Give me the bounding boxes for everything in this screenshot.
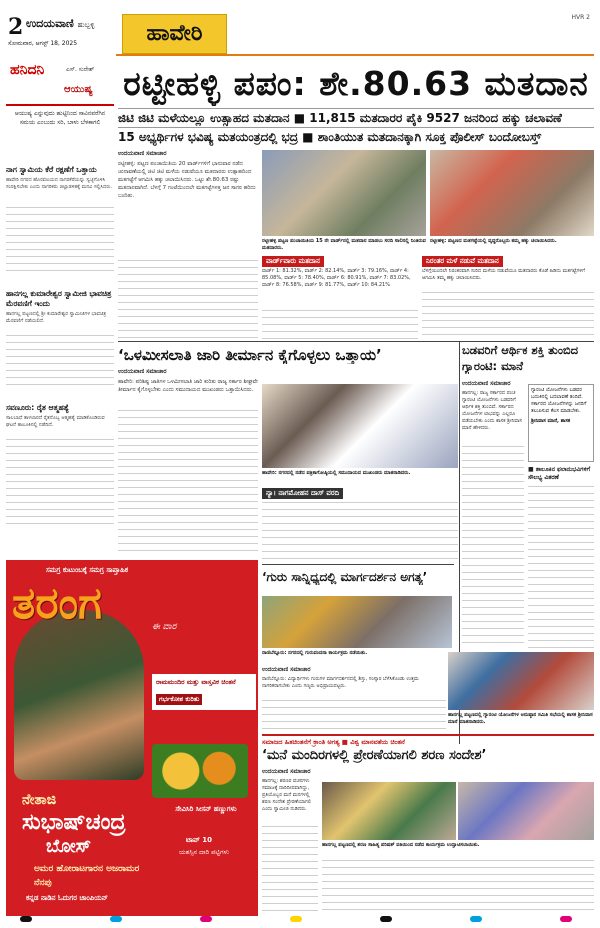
ad-feature-tag: ಗರ್ಭಕೋಶ ಕುರಿತು xyxy=(156,694,202,705)
ad-brand-sub: ಈ ವಾರ xyxy=(152,622,177,632)
registration-mark xyxy=(470,916,482,922)
sidebar-story-body: ಹಾನಗಲ್ಲ ಪಟ್ಟಣದಲ್ಲಿ ಶ್ರೀ ಕುಮಾರೇಶ್ವರ ಸ್ವಾಮೀಜಿಗಳ ಭಾವಚಿತ್ರ ಮೆರವಣಿಗೆ ನಡೆಯಲಿದೆ. xyxy=(6,311,107,324)
story2-photo-press-meet xyxy=(262,384,458,468)
lead-byline: ಉದಯವಾಣಿ ಸಮಾಚಾರ xyxy=(118,150,167,157)
text-column-filler xyxy=(462,444,524,648)
story2-photo-caption: ಹಾವೇರಿ: ನಗರದಲ್ಲಿ ನಡೆದ ಪತ್ರಿಕಾಗೋಷ್ಠಿಯಲ್ಲಿ ಸಮುದಾಯದ ಮುಖಂಡರು ಮಾತನಾಡಿದರು. xyxy=(262,470,411,476)
story4-byline: ಉದಯವಾಣಿ ಸಮಾಚಾರ xyxy=(262,666,311,673)
text-column-filler xyxy=(528,484,594,648)
lead-headline: ರಟ್ಟೀಹಳ್ಳಿ ಪಪಂ: ಶೇ.80.63 ಮತದಾನ xyxy=(123,64,589,103)
sidebar-story-body: ಸಾಲಬಾಧೆ ತಾಳಲಾರದೆ ರೈತನೊಬ್ಬ ಆತ್ಮಹತ್ಯೆ ಮಾಡಿಕೊಂಡಿರುವ ಘಟನೆ ತಾಲೂಕಿನಲ್ಲಿ ನಡೆದಿದೆ. xyxy=(6,415,105,428)
ad-name-line1: ನೇತಾಜಿ xyxy=(22,792,57,808)
lead-deck-line: 15 ಅಭ್ಯರ್ಥಿಗಳ ಭವಿಷ್ಯ ಮತಯಂತ್ರದಲ್ಲಿ ಭದ್ರ ■ ಶಾಂತಿಯುತ ಮತದಾನಕ್ಕಾಗಿ ಸೂಕ್ತ ಪೊಲೀಸ್ ಬಂದೋಬಸ್ತ್ xyxy=(118,127,594,146)
story3-photo-meeting xyxy=(448,652,594,710)
text-column-filler xyxy=(262,698,446,734)
ad-top10: ಟಾಪ್ 10 xyxy=(186,836,212,844)
story2-byline: ಉದಯವಾಣಿ ಸಮಾಚಾರ xyxy=(118,368,167,375)
sidebar-story xyxy=(6,289,114,397)
sidebar-story-title: ನಾಗ ಸ್ವಾಮಿಯ ಕೆರೆ ರಕ್ಷಣೆಗೆ ಒತ್ತಾಯ xyxy=(6,165,97,174)
story2-box-title: ನ್ಯಾ। ನಾಗಮೋಹನ ದಾಸ್ ವರದಿ xyxy=(262,488,343,499)
story3-quote-name: ಶ್ರೀನಿವಾಸ ಮಾನೆ, ಶಾಸಕ xyxy=(531,418,571,424)
lead-photo-polling-booth xyxy=(430,150,594,236)
text-column-filler xyxy=(262,500,458,560)
lead-deck-line: ಜಿಟಿ ಜಿಟಿ ಮಳೆಯಲ್ಲೂ ಉತ್ಸಾಹದ ಮತದಾನ ■ 11,815 ಮತದಾರರ ಪೈಕಿ 9527 ಜನರಿಂದ ಹಕ್ಕು ಚಲಾವಣೆ xyxy=(118,108,594,127)
story5-photo-stage xyxy=(322,782,456,840)
story3-photo-caption: ಹಾನಗಲ್ಲ ಪಟ್ಟಣದಲ್ಲಿ ಗ್ಯಾರಂಟಿ ಯೋಜನೆಗಳ ಅನುಷ್ಠಾನ ಸಮಿತಿ ಸಭೆಯಲ್ಲಿ ಶಾಸಕ ಶ್ರೀನಿವಾಸ ಮಾನೆ ಮಾತನಾಡಿದರು. xyxy=(448,712,593,725)
section-rule xyxy=(262,734,594,736)
ad-feature-line: ರಾಮಮಂದಿರ ಮತ್ತು ವಾಸ್ತವಿಕ ಚಿಂತನೆ xyxy=(156,678,236,686)
registration-mark xyxy=(110,916,122,922)
story5-headline: ‘ಮನೆ ಮಂದಿರಗಳಲ್ಲಿ ಪ್ರೇರಣೆಯಾಗಲಿ ಶರಣ ಸಂದೇಶ’ xyxy=(262,748,487,763)
story2-body: ಹಾವೇರಿ: ಪರಿಶಿಷ್ಟ ಜಾತಿಗಳ ಒಳಮೀಸಲಾತಿ ಜಾರಿ ಕುರಿತು ರಾಜ್ಯ ಸರ್ಕಾರ ಶೀಘ್ರವೇ ತೀರ್ಮಾನ ಕೈಗೊಳ್ಳಬೇಕು ಎಂದು ಸಮುದಾಯದ ಮುಖಂಡರು ಒತ್ತಾಯಿಸಿದರು. xyxy=(118,379,258,393)
district-banner xyxy=(122,14,227,54)
ad-fruit-image xyxy=(152,744,248,798)
sidebar-story xyxy=(6,165,114,283)
ad-fruit-caption: ಸೇವಿಸಿರಿ ಸೀಸನ್ ಹಣ್ಣುಗಳು xyxy=(175,805,237,813)
lead-deck xyxy=(118,108,594,146)
story3-quote-box xyxy=(528,384,594,462)
text-column-filler xyxy=(118,408,258,556)
lead-photo-caption: ರಟ್ಟೀಹಳ್ಳಿ: ಪಟ್ಟಣದ ಮತಗಟ್ಟೆಯಲ್ಲಿ ವೃದ್ಧರೊಬ್ಬರು ತಮ್ಮ ಹಕ್ಕು ಚಲಾಯಿಸಿದರು. xyxy=(430,238,557,244)
rain-voting-body: ಬೆಳಗ್ಗೆಯಿಂದಲೇ ನಿರಂತರವಾಗಿ ಸುರಿದ ಮಳೆಯ ನಡುವೆಯೂ ಮತದಾರರು ಕೊಡೆ ಹಿಡಿದು ಮತಗಟ್ಟೆಗಳಿಗೆ ಆಗಮಿಸಿ ತಮ್ಮ ಹಕ್ಕು ಚಲಾಯಿಸಿದರು. xyxy=(422,268,585,281)
ad-top10-sub: ಯಶಸ್ಸಿನ ದಾರಿ ಪಟ್ಟಿಗಳು xyxy=(178,848,230,856)
date-line: ಸೋಮವಾರ, ಆಗಸ್ಟ್ 18, 2025 xyxy=(8,40,78,47)
rain-voting-box-title: ನಿರಂತರ ಮಳೆ ನಡುವೆ ಮತದಾನ xyxy=(422,256,503,267)
column-quote: ಆಯುಷ್ಯ ಎನ್ನುವುದು ಹುಟ್ಟಿನಿಂದ ಸಾವಿನವರೆಗಿನ ಸಮಯ ಎಂಬುದು ಸರಿ, ಬಾಳು ಬೆಳಕಾಗಲಿ xyxy=(14,110,106,126)
story5-photo-audience xyxy=(458,782,594,840)
page-number: 2 xyxy=(8,14,24,40)
lead-photo-voters xyxy=(262,150,426,236)
ad-portrait-image xyxy=(14,610,144,780)
ad-footer: ಕನ್ನಡ ನಾಡಿನ ಓದುಗರ ಚಾಂಪಿಯನ್ xyxy=(26,894,108,902)
story5-byline: ಉದಯವಾಣಿ ಸಮಾಚಾರ xyxy=(262,768,311,775)
lead-photo-caption: ರಟ್ಟೀಹಳ್ಳಿ ಪಟ್ಟಣ ಪಂಚಾಯಿತಿಯ 15 ನೇ ವಾರ್ಡ್‌ನಲ್ಲಿ ಮತದಾನ ಮಾಡಲು ಸರದಿ ಸಾಲಿನಲ್ಲಿ ನಿಂತಿರುವ ಮತದಾರರು. xyxy=(262,238,426,251)
paper-name xyxy=(26,17,95,31)
registration-mark xyxy=(20,916,32,922)
story2-headline: ‘ಒಳಮೀಸಲಾತಿ ಜಾರಿ ತೀರ್ಮಾನ ಕೈಗೊಳ್ಳಲು ಒತ್ತಾಯ’ xyxy=(118,346,382,364)
text-column-filler xyxy=(118,258,258,340)
story4-photo-caption: ರಾಣಿಬೆನ್ನೂರು: ನಗರದಲ್ಲಿ ಗುರುವಂದನಾ ಕಾರ್ಯಕ್ರಮ ನಡೆಯಿತು. xyxy=(262,650,368,656)
text-column-filler xyxy=(322,858,594,914)
story4-photo-felicitation xyxy=(262,596,452,648)
story3-headline: ಬಡವರಿಗೆ ಆರ್ಥಿಕ ಶಕ್ತಿ ತುಂಬಿದ ಗ್ಯಾರಂಟಿ: ಮಾನೆ xyxy=(462,343,579,373)
text-column-filler xyxy=(262,824,318,914)
paper-name-main: ಉದಯವಾಣಿ xyxy=(26,17,74,30)
text-column-filler xyxy=(6,333,114,391)
ad-name-line3: ಬೋಸ್ xyxy=(46,836,92,857)
story3-byline: ಉದಯವಾಣಿ ಸಮಾಚಾರ xyxy=(462,380,511,387)
ward-turnout-body: ವಾರ್ಡ್ 1: 81.32%, ವಾರ್ಡ್ 2: 82.14%, ವಾರ್ಡ್ 3: 79.16%, ವಾರ್ಡ್ 4: 85.08%, ವಾರ್ಡ್ 5: 78.40%, ವಾರ್ಡ್ 6: 80.91%, ವಾರ್ಡ್ 7: 83.02%, ವಾರ್ಡ್ 8: 76.58%, ವಾರ್ಡ್ 9: 81.77%, ವಾರ್ಡ್ 10: 84.21% xyxy=(262,268,411,288)
registration-mark xyxy=(380,916,392,922)
sidebar-story-body: ಹಾವೇರಿ ನಗರದ ಹೊರವಲಯದ ನಾಗರಕೆರೆಯನ್ನು ಸ್ವಚ್ಛಗೊಳಿಸಿ ಸಂರಕ್ಷಿಸಬೇಕು ಎಂದು ನಾಗರಿಕರು ಜಿಲ್ಲಾಡಳಿತಕ್ಕೆ ಮನವಿ ಸಲ್ಲಿಸಿದರು. xyxy=(6,177,113,190)
text-column-filler xyxy=(6,205,114,273)
story5-photo-caption: ಹಾನಗಲ್ಲ ಪಟ್ಟಣದಲ್ಲಿ ಶರಣ ಸಾಹಿತ್ಯ ಪರಿಷತ್ ವತಿಯಿಂದ ನಡೆದ ಕಾರ್ಯಕ್ರಮ ಉದ್ಘಾಟಿಸಲಾಯಿತು. xyxy=(322,842,480,848)
text-column-filler xyxy=(262,308,418,340)
registration-mark xyxy=(200,916,212,922)
story5-label: ಸಮಾಜದ ಹಿತಚಿಂತನೆಗೆ ಕ್ರಾಂತಿ ಅಗತ್ಯ ■ ವಿಶ್ವ ಮಾನವತೆಯ ಚಿಂತನೆ xyxy=(262,738,405,746)
masthead-rule xyxy=(116,54,594,56)
story3-quote: ಗ್ಯಾರಂಟಿ ಯೋಜನೆಗಳು ಬಡವರ ಬದುಕಿನಲ್ಲಿ ಬದಲಾವಣೆ ತಂದಿವೆ. ಸರ್ಕಾರದ ಯೋಜನೆಗಳನ್ನು ಜನರಿಗೆ ತಲುಪಿಸುವ ಕೆಲಸ ಮಾಡಬೇಕು. xyxy=(531,387,587,414)
sidebar-story xyxy=(6,403,114,533)
sidebar-story-title: ಸವಣೂರು: ರೈತ ಆತ್ಮಹತ್ಯೆ xyxy=(6,403,69,412)
ad-tagline: ಅಮರ ಹೋರಾಟಗಾರನ ಅಜರಾಮರ ನೆನಪು xyxy=(34,864,140,888)
story4-headline: ‘ಗುರು ಸಾನ್ನಿಧ್ಯದಲ್ಲಿ ಮಾರ್ಗದರ್ಶನ ಅಗತ್ಯ’ xyxy=(262,570,428,584)
sidebar-story-title: ಹಾನಗಲ್ಲ ಕುಮಾರೇಶ್ವರ ಸ್ವಾಮೀಜಿ ಭಾವಚಿತ್ರ ಮೆರವಣಿಗೆ ಇಂದು xyxy=(6,289,112,308)
masthead xyxy=(6,14,594,54)
column-author: ಎಸ್. ಸುರೇಶ್ xyxy=(66,66,95,73)
district-name: ಹಾವೇರಿ xyxy=(146,21,203,46)
hanidani-logo: ಹನಿದನಿ xyxy=(10,62,45,78)
ad-brand: ತರಂಗ xyxy=(12,578,102,629)
story5-body: ಹಾನಗಲ್ಲ: ಶರಣರ ವಚನಗಳು ಸಮಾಜಕ್ಕೆ ದಾರಿದೀಪವಾಗಿದ್ದು, ಪ್ರತಿಯೊಬ್ಬರ ಮನೆ ಮನಗಳಲ್ಲಿ ಶರಣ ಸಂದೇಶ ಪ್ರೇರಣೆಯಾಗಲಿ ಎಂದು ಸ್ವಾಮೀಜಿ ನುಡಿದರು. xyxy=(262,778,311,812)
hanidani-column-head xyxy=(6,60,114,106)
story4-body: ರಾಣಿಬೆನ್ನೂರು: ವಿದ್ಯಾರ್ಥಿಗಳು ಗುರುಗಳ ಮಾರ್ಗದರ್ಶನದಲ್ಲಿ ಶಿಸ್ತು, ಸಂಸ್ಕಾರ ಬೆಳೆಸಿಕೊಂಡು ಉತ್ತಮ ನಾಗರಿಕರಾಗಬೇಕು ಎಂದು ಗಣ್ಯರು ಅಭಿಪ್ರಾಯಪಟ್ಟರು. xyxy=(262,676,419,689)
ward-turnout-box-title: ವಾರ್ಡ್‌ವಾರು ಮತದಾನ xyxy=(262,256,324,267)
ad-name-line2: ಸುಭಾಷ್‌ಚಂದ್ರ xyxy=(22,810,126,835)
ad-feature-panel xyxy=(152,674,256,710)
text-column-filler xyxy=(6,437,114,527)
taranga-advertisement xyxy=(6,560,258,916)
lead-body: ರಟ್ಟೀಹಳ್ಳಿ: ಪಟ್ಟಣ ಪಂಚಾಯಿತಿಯ 20 ವಾರ್ಡ್‌ಗಳಿಗೆ ಭಾನುವಾರ ನಡೆದ ಚುನಾವಣೆಯಲ್ಲಿ ಜಿಟಿ ಜಿಟಿ ಮಳೆಯ ನಡುವೆಯೂ ಮತದಾರರು ಉತ್ಸಾಹದಿಂದ ಮತಗಟ್ಟೆಗೆ ಆಗಮಿಸಿ ಹಕ್ಕು ಚಲಾಯಿಸಿದರು. ಒಟ್ಟು ಶೇ.80.63 ರಷ್ಟು ಮತದಾನವಾಗಿದೆ. ಬೆಳಗ್ಗೆ 7 ಗಂಟೆಯಿಂದಲೇ ಮತಗಟ್ಟೆಗಳತ್ತ ಜನ ಸಾಗರ ಹರಿದು ಬಂದಿತು. xyxy=(118,161,256,199)
column-kicker: ಆಯುಷ್ಯ xyxy=(64,84,93,95)
paper-name-suffix: ಹುಬ್ಬಳ್ಳಿ xyxy=(77,21,95,29)
edition-tag: HVR 2 xyxy=(571,14,590,21)
ad-top-line: ಸಮಗ್ರ ಕುಟುಂಬಕ್ಕೆ ಸಮಗ್ರ ಸಾಪ್ತಾಹಿಕ xyxy=(46,566,129,574)
section-rule xyxy=(262,564,454,565)
registration-mark xyxy=(560,916,572,922)
sidebar xyxy=(6,60,114,556)
story3-subhead: ■ ತಾಲೂಕಿನ ಫಲಾನುಭವಿಗಳಿಗೆ ಸೌಲಭ್ಯ ವಿತರಣೆ xyxy=(528,466,591,481)
story3-body: ಹಾನಗಲ್ಲ: ರಾಜ್ಯ ಸರ್ಕಾರದ ಪಂಚ ಗ್ಯಾರಂಟಿ ಯೋಜನೆಗಳು ಬಡವರಿಗೆ ಆರ್ಥಿಕ ಶಕ್ತಿ ತುಂಬಿವೆ. ಸರ್ಕಾರದ ಯೋಜನೆಗಳ ಲಾಭವನ್ನು ಎಲ್ಲರೂ ಪಡೆಯಬೇಕು ಎಂದು ಶಾಸಕ ಶ್ರೀನಿವಾಸ ಮಾನೆ ಹೇಳಿದರು. xyxy=(462,390,522,431)
text-column-filler xyxy=(422,290,594,340)
registration-mark xyxy=(290,916,302,922)
